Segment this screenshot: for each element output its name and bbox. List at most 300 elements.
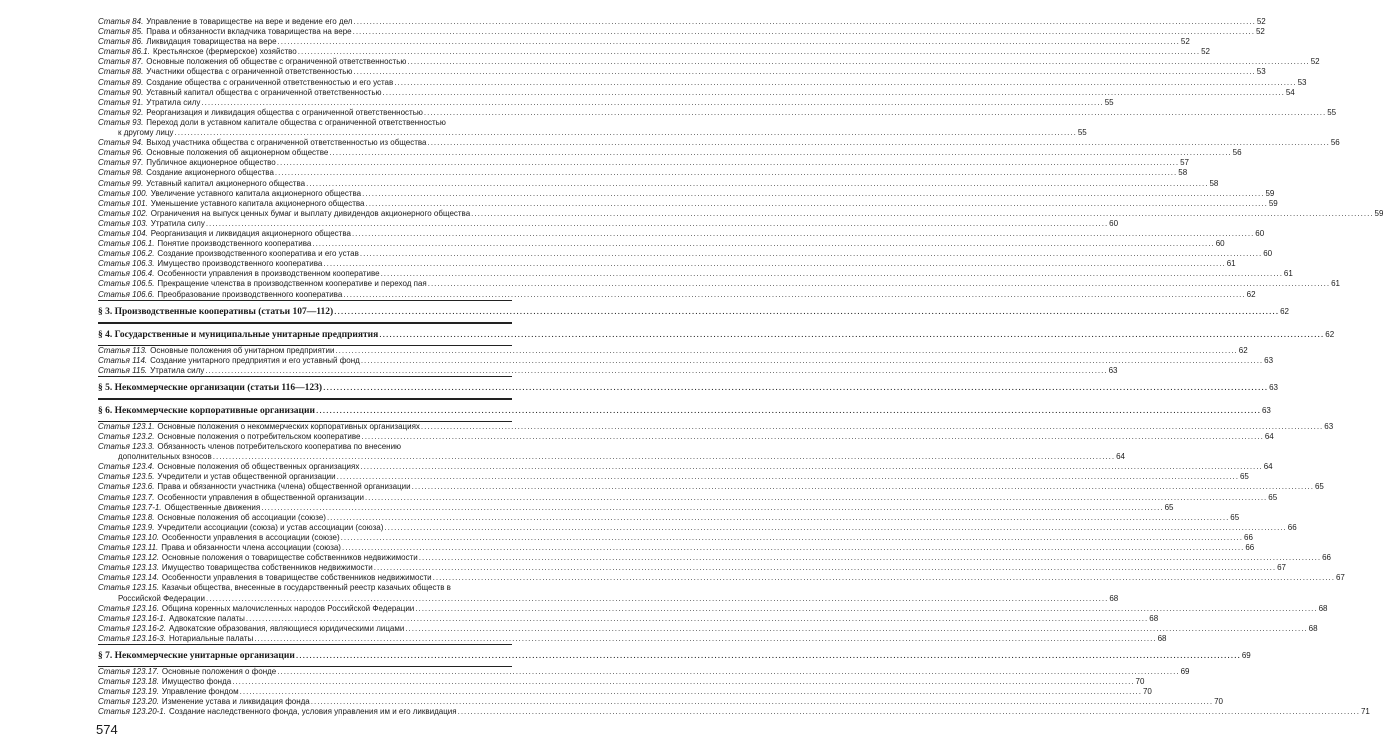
article-title: Выход участника общества с ограниченной ответственностью из общества [146,138,427,148]
page-ref: 63 [1261,405,1271,415]
page-ref: 68 [1109,593,1119,603]
page-ref: 56 [1232,148,1242,158]
page-ref: 61 [1226,259,1236,269]
dot-leader [360,249,1262,259]
page-ref: 70 [1214,697,1224,707]
section-divider [98,644,512,645]
dot-leader [323,382,1268,394]
page-ref: 67 [1277,563,1286,573]
toc-entry[interactable] [98,472,1249,482]
dot-leader [206,219,1108,229]
toc-section-heading[interactable] [98,306,1290,318]
article-label: Статья 123.18. [98,677,159,687]
page-ref: 52 [1256,17,1266,26]
dot-leader [206,594,1108,604]
dot-leader [275,168,1177,178]
toc-entry[interactable] [98,148,1242,158]
toc-section-heading[interactable] [98,650,1251,662]
page-ref: 66 [1322,553,1332,563]
toc-entry[interactable] [98,259,1236,269]
page-ref: 68 [1157,633,1167,643]
toc-entry-continuation[interactable] [98,593,1119,604]
article-label: Статья 87. [98,57,144,67]
toc-entry-continuation[interactable] [98,128,1087,138]
article-label: Статья 104. [98,228,148,238]
dot-leader [405,624,1307,634]
toc-entry[interactable] [98,707,1370,717]
dot-leader [365,199,1267,209]
article-title: Создание общества с ограниченной ответственностью и его устав [146,77,394,87]
page-ref: 63 [1269,382,1278,392]
article-label: Статья 123.15. [98,583,159,593]
toc-entry[interactable] [98,613,1159,624]
page-ref: 59 [1265,188,1275,198]
article-label: Статья 85. [98,27,144,37]
toc-entry[interactable] [98,502,1174,513]
article-label: Статья 123.16-1. [98,613,166,623]
article-title: Реорганизация и ликвидация общества с ограниченной ответственностью [146,107,423,117]
article-title: Прекращение членства в производственном кооперативе и переход пая [157,279,427,289]
toc-entry[interactable] [98,666,1190,677]
page-ref: 63 [1324,421,1334,431]
page-ref: 52 [1255,27,1265,37]
article-title: Утратила силу [150,365,205,375]
toc-entry[interactable] [98,47,1210,57]
dot-leader [412,482,1314,492]
article-label: Статья 114. [98,355,148,365]
section-divider [98,300,512,301]
page-ref: 52 [1310,57,1320,67]
dot-leader [424,108,1326,118]
article-label: Статья 123.16-2. [98,623,166,633]
article-label: Статья 86.1. [98,47,150,57]
dot-leader [334,306,1279,318]
dot-leader [352,229,1254,239]
toc-entry[interactable] [98,365,1118,376]
toc-section-heading[interactable] [98,329,1335,341]
dot-leader [232,677,1134,687]
article-title: Реорганизация и ликвидация акционерного общества [150,228,351,238]
page-ref: 63 [1108,365,1118,375]
page-number: 574 [96,722,118,737]
section-title: § 6. Некоммерческие корпоративные организации [98,405,315,416]
page-ref: 65 [1230,512,1240,522]
toc-entry[interactable] [98,87,1295,98]
toc-entry[interactable] [98,573,1345,583]
toc-entry[interactable] [98,563,1286,573]
section-title: § 5. Некоммерческие организации (статьи 116—123) [98,382,323,393]
toc-entry[interactable] [98,462,1273,472]
page-ref: 64 [1263,462,1273,472]
page-ref: 66 [1287,522,1297,532]
article-title: Основные положения об обществе с ограниченной ответственностью [146,57,407,67]
page-ref: 60 [1215,239,1225,249]
toc-entry[interactable] [98,158,1190,168]
page-ref: 53 [1256,67,1266,77]
article-title: Общественные движения [164,502,261,512]
toc-entry[interactable] [98,198,1278,209]
page-ref: 57 [1180,158,1190,168]
article-label: Статья 123.5. [98,472,155,482]
toc-entry[interactable] [98,228,1265,239]
article-label: Статья 123.3. [98,442,155,452]
article-title: Основные положения об унитарном предприятии [150,345,335,355]
toc-entry[interactable] [98,633,1167,644]
dot-leader [201,98,1103,108]
page-ref: 59 [1374,208,1383,218]
article-title: Имущество производственного кооператива [157,259,323,269]
dot-leader [337,472,1239,482]
article-title: Права и обязанности участника (члена) общественной организации [157,482,411,492]
dot-leader [361,432,1263,442]
page-ref: 60 [1109,218,1119,228]
page-ref: 70 [1135,677,1145,687]
dot-leader [342,543,1244,553]
article-title: к другому лицу [118,128,174,138]
toc-entry[interactable] [98,603,1328,614]
article-title: дополнительных взносов [118,452,212,462]
dot-leader [329,148,1231,158]
article-title: Имущество фонда [161,677,232,687]
article-title: Особенности управления в общественной организации [157,492,364,502]
article-title: Создание наследственного фонда, условия управления им и его ликвидация [168,707,457,717]
article-title: Понятие производственного кооператива [157,239,312,249]
toc-section-heading[interactable] [98,405,1271,417]
toc-entry[interactable] [98,208,1383,219]
article-title: Особенности управления в производственном кооперативе [157,269,380,279]
article-title: Основные положения об акционерном обществе [146,148,329,158]
dot-leader [316,405,1261,417]
page-ref: 67 [1335,573,1345,583]
dot-leader [394,78,1296,88]
section-title: § 7. Некоммерческие унитарные организации [98,650,295,661]
dot-leader [174,128,1076,138]
article-label: Статья 123.13. [98,563,159,573]
table-of-contents [98,17,1383,717]
article-label: Статья 96. [98,148,144,158]
dot-leader [421,422,1323,432]
article-label: Статья 123.20. [98,697,159,707]
article-label: Статья 123.8. [98,512,155,522]
article-title: Преобразование производственного кооператива [157,289,343,299]
page-ref: 59 [1268,198,1278,208]
article-label: Статья 106.5. [98,279,155,289]
toc-entry[interactable] [98,687,1152,697]
article-title: Уставный капитал общества с ограниченной ответственностью [146,87,382,97]
toc-entry[interactable] [98,482,1324,492]
article-title: Уменьшение уставного капитала акционерного общества [150,198,365,208]
article-label: Статья 123.4. [98,462,155,472]
toc-entry[interactable] [98,289,1256,300]
article-title: Казачьи общества, внесенные в государственный реестр казачьих обществ в [161,583,451,593]
article-label: Статья 89. [98,77,144,87]
article-title: Переход доли в уставном капитале общества с ограниченной ответственностью [146,117,446,127]
page-ref: 61 [1283,269,1293,279]
section-divider [98,323,512,324]
article-title: Утратила силу [146,97,201,107]
article-label: Статья 115. [98,365,148,375]
page-ref: 65 [1239,472,1249,482]
page-ref: 66 [1244,532,1253,542]
article-title: Публичное акционерное общество [146,158,276,168]
dot-leader [327,513,1229,523]
page-ref: 68 [1318,603,1328,613]
page-ref: 54 [1285,87,1295,97]
dot-leader [361,356,1263,366]
article-title: Учредители ассоциации (союза) и устав ассоциации (союза) [157,522,384,532]
article-title: Управление фондом [161,687,239,697]
dot-leader [353,17,1255,27]
article-title: Утратила силу [150,218,205,228]
article-title: Уставный капитал акционерного общества [146,178,306,188]
page-ref: 55 [1327,107,1337,117]
toc-entry[interactable] [98,188,1275,199]
article-title: Учредители и устав общественной организации [157,472,336,482]
article-title: Обязанность членов потребительского кооператива по внесению [157,442,402,452]
article-label: Статья 90. [98,87,144,97]
article-label: Статья 93. [98,117,144,127]
dot-leader [427,138,1329,148]
dot-leader [296,650,1241,662]
article-label: Статья 123.16. [98,603,159,613]
toc-entry[interactable] [98,532,1253,543]
toc-entry[interactable] [98,239,1225,249]
article-label: Статья 97. [98,158,144,168]
article-label: Статья 106.1. [98,239,155,249]
dot-leader [213,452,1115,462]
toc-entry[interactable] [98,67,1266,77]
article-label: Статья 91. [98,97,144,107]
page-ref: 69 [1180,666,1190,676]
article-title: Создание производственного кооператива и его устав [157,249,359,259]
toc-entry[interactable] [98,583,512,593]
dot-leader [306,179,1208,189]
page-ref: 58 [1178,168,1188,178]
page-ref: 65 [1314,482,1324,492]
article-label: Статья 123.2. [98,432,155,441]
article-label: Статья 98. [98,168,144,178]
toc-entry-continuation[interactable] [98,452,1125,462]
dot-leader [381,269,1283,279]
toc-entry[interactable] [98,97,1114,108]
article-title: Нотариальные палаты [168,633,254,643]
toc-entry[interactable] [98,17,1266,27]
dot-leader [343,290,1245,300]
article-title: Участники общества с ограниченной ответственностью [146,67,353,77]
article-label: Статья 100. [98,188,148,198]
toc-entry[interactable] [98,77,1307,88]
page-ref: 61 [1331,279,1340,289]
toc-entry[interactable] [98,543,1255,553]
toc-entry[interactable] [98,492,1278,503]
article-title: Создание акционерного общества [146,168,274,178]
dot-leader [428,279,1330,289]
article-title: Основные положения о фонде [161,666,277,676]
article-title: Особенности управления в товариществе собственников недвижимости [161,573,432,583]
section-title: § 4. Государственные и муниципальные унитарные предприятия [98,329,379,340]
dot-leader [277,667,1179,677]
page-ref: 65 [1268,492,1278,502]
dot-leader [360,462,1262,472]
article-label: Статья 92. [98,107,144,117]
article-label: Статья 94. [98,138,144,148]
dot-leader [353,27,1255,37]
article-label: Статья 106.6. [98,289,155,299]
dot-leader [384,523,1286,533]
article-label: Статья 102. [98,208,148,218]
dot-leader [362,189,1264,199]
article-title: Особенности управления в ассоциации (союзе) [161,532,340,542]
toc-entry[interactable] [98,168,1188,178]
toc-entry[interactable] [98,697,1224,707]
article-label: Статья 123.7-1. [98,502,162,512]
page-ref: 70 [1142,687,1152,697]
dot-leader [278,37,1180,47]
toc-entry[interactable] [98,623,1318,634]
page-ref: 71 [1360,707,1370,717]
dot-leader [353,67,1255,77]
page-ref: 62 [1325,329,1335,339]
toc-entry[interactable] [98,57,1320,67]
page-ref: 62 [1246,289,1256,299]
article-label: Статья 123.1. [98,421,155,431]
page-ref: 56 [1330,138,1340,148]
article-label: Статья 84. [98,17,144,26]
page-ref: 55 [1077,128,1087,138]
dot-leader [205,366,1107,376]
page-ref: 55 [1104,97,1114,107]
article-label: Статья 123.6. [98,482,155,492]
article-label: Статья 123.14. [98,573,159,583]
toc-entry[interactable] [98,249,1273,259]
article-label: Статья 123.17. [98,666,159,676]
toc-entry[interactable] [98,442,512,452]
article-title: Основные положения о потребительском кооперативе [157,432,361,441]
dot-leader [379,329,1324,341]
page-ref: 64 [1264,432,1274,441]
article-title: Права и обязанности вкладчика товарищества на вере [146,27,352,37]
dot-leader [365,493,1267,503]
toc-entry[interactable] [98,421,1334,432]
dot-leader [240,687,1142,697]
toc-entry[interactable] [98,522,1297,533]
article-title: Увеличение уставного капитала акционерного общества [150,188,362,198]
dot-leader [471,209,1373,219]
dot-leader [374,563,1276,573]
toc-entry[interactable] [98,269,1293,279]
page-ref: 62 [1238,345,1248,355]
toc-entry[interactable] [98,37,1190,47]
article-title: Управление в товариществе на вере и ведение его дел [146,17,353,26]
dot-leader [415,604,1317,614]
article-title: Адвокатские палаты [168,613,245,623]
article-label: Статья 106.3. [98,259,155,269]
article-title: Ликвидация товарищества на вере [146,37,277,47]
article-title: Создание унитарного предприятия и его уставный фонд [150,355,360,365]
article-label: Статья 101. [98,198,148,208]
article-title: Ограничения на выпуск ценных бумаг и выплату дивидендов акционерного общества [150,208,471,218]
section-title: § 3. Производственные кооперативы (статьи 107—112) [98,306,334,317]
article-label: Статья 123.10. [98,532,159,542]
article-label: Статья 86. [98,37,144,47]
article-title: Изменение устава и ликвидация фонда [161,697,310,707]
article-label: Статья 106.4. [98,269,155,279]
page-ref: 68 [1308,623,1318,633]
toc-section-heading[interactable] [98,382,1278,394]
article-label: Статья 106.2. [98,249,155,259]
article-label: Статья 123.20-1. [98,707,166,717]
article-label: Статья 123.9. [98,522,155,532]
article-label: Статья 103. [98,218,148,228]
dot-leader [246,614,1148,624]
page-ref: 58 [1209,178,1219,188]
article-title: Права и обязанности члена ассоциации (союза) [161,543,341,553]
dot-leader [407,57,1309,67]
article-title: Крестьянское (фермерское) хозяйство [152,47,297,57]
toc-entry[interactable] [98,279,1340,289]
toc-entry[interactable] [98,512,1240,523]
toc-entry[interactable] [98,432,1274,442]
toc-entry[interactable] [98,138,1340,148]
page-ref: 64 [1116,452,1125,462]
page-ref: 60 [1255,228,1265,238]
dot-leader [298,47,1200,57]
page-ref: 53 [1297,77,1307,87]
toc-entry[interactable] [98,118,512,128]
dot-leader [261,503,1163,513]
toc-entry[interactable] [98,677,1145,687]
article-title: Основные положения о товариществе собственников недвижимости [161,553,418,563]
toc-entry[interactable] [98,27,1265,37]
toc-entry[interactable] [98,218,1119,229]
section-divider [98,399,512,400]
article-title: Имущество товарищества собственников недвижимости [161,563,373,573]
dot-leader [277,158,1179,168]
dot-leader [312,239,1214,249]
page-ref: 63 [1264,355,1274,365]
article-title: Российской Федерации [118,593,205,603]
article-label: Статья 113. [98,345,148,355]
dot-leader [433,573,1335,583]
article-label: Статья 123.7. [98,492,155,502]
dot-leader [383,88,1285,98]
article-label: Статья 123.12. [98,553,159,563]
page-ref: 52 [1201,47,1210,57]
article-title: Община коренных малочисленных народов Российской Федерации [161,603,415,613]
article-label: Статья 123.19. [98,687,159,697]
article-label: Статья 99. [98,178,144,188]
dot-leader [458,707,1360,717]
toc-entry[interactable] [98,178,1219,189]
page-ref: 65 [1164,502,1174,512]
toc-entry[interactable] [98,355,1274,366]
page-ref: 66 [1245,543,1255,553]
page-ref: 68 [1149,613,1159,623]
page-ref: 62 [1280,306,1290,316]
section-divider [98,376,512,377]
toc-entry[interactable] [98,345,1248,356]
article-label: Статья 123.16-3. [98,633,166,643]
article-title: Основные положения об общественных организациях [157,462,360,472]
article-title: Основные положения о некоммерческих корпоративных организациях [157,421,420,431]
page-ref: 69 [1241,650,1251,660]
dot-leader [323,259,1225,269]
toc-entry[interactable] [98,553,1332,563]
article-title: Основные положения об ассоциации (союзе) [157,512,326,522]
toc-entry[interactable] [98,107,1337,118]
page-ref: 52 [1180,37,1190,47]
dot-leader [341,533,1243,543]
